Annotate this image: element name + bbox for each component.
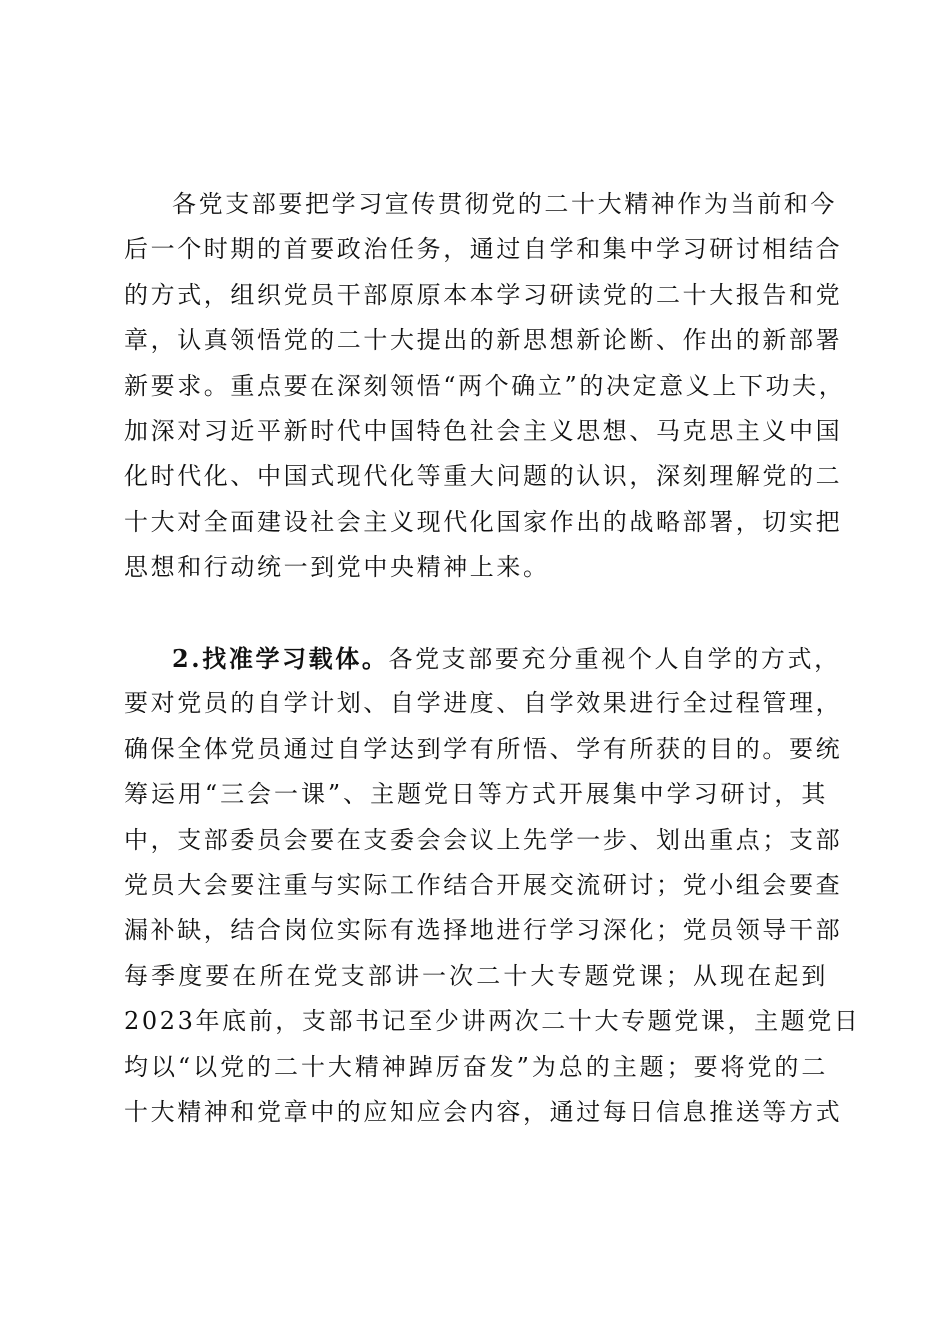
text-line: 十大精神和党章中的应知应会内容，通过每日信息推送等方式 — [124, 1097, 843, 1126]
text-line: 党员大会要注重与实际工作结合开展交流研讨；党小组会要查 — [124, 870, 843, 899]
text-line: 思想和行动统一到党中央精神上来。 — [124, 553, 550, 582]
text-line: 各党支部要把学习宣传贯彻党的二十大精神作为当前和今 — [172, 190, 837, 218]
text-span: 各党支部要充分重视个人自学的方式， — [388, 645, 841, 673]
text-line: 漏补缺，结合岗位实际有选择地进行学习深化；党员领导干部 — [124, 916, 843, 945]
text-line: 中，支部委员会要在支委会会议上先学一步、划出重点；支部 — [124, 825, 843, 854]
text-line: 确保全体党员通过自学达到学有所悟、学有所获的目的。要统 — [124, 734, 843, 763]
text-line: 加深对习近平新时代中国特色社会主义思想、马克思主义中国 — [124, 416, 843, 445]
text-line: 后一个时期的首要政治任务，通过自学和集中学习研讨相结合 — [124, 235, 843, 264]
paragraph-learning-carrier — [124, 636, 861, 1135]
text-line: 章，认真领悟党的二十大提出的新思想新论断、作出的新部署 — [124, 326, 843, 355]
text-line: 的方式，组织党员干部原原本本学习研读党的二十大报告和党 — [124, 280, 843, 309]
text-line-with-heading — [124, 636, 841, 681]
text-line: 2023年底前，支部书记至少讲两次二十大专题党课，主题党日 — [124, 1007, 861, 1036]
text-line: 每季度要在所在党支部讲一次二十大专题党课；从现在起到 — [124, 961, 828, 990]
text-line: 要对党员的自学计划、自学进度、自学效果进行全过程管理， — [124, 689, 843, 718]
text-line: 十大对全面建设社会主义现代化国家作出的战略部署，切实把 — [124, 507, 843, 536]
text-line: 均以“以党的二十大精神踔厉奋发”为总的主题；要将党的二 — [124, 1052, 828, 1081]
paragraph-study-tasks — [124, 182, 846, 591]
text-line: 筹运用“三会一课”、主题党日等方式开展集中学习研讨，其 — [124, 780, 828, 809]
text-line: 化时代化、中国式现代化等重大问题的认识，深刻理解党的二 — [124, 462, 843, 491]
text-line: 新要求。重点要在深刻领悟“两个确立”的决定意义上下功夫， — [124, 371, 846, 400]
section-heading: 2.找准学习载体。 — [172, 644, 389, 673]
